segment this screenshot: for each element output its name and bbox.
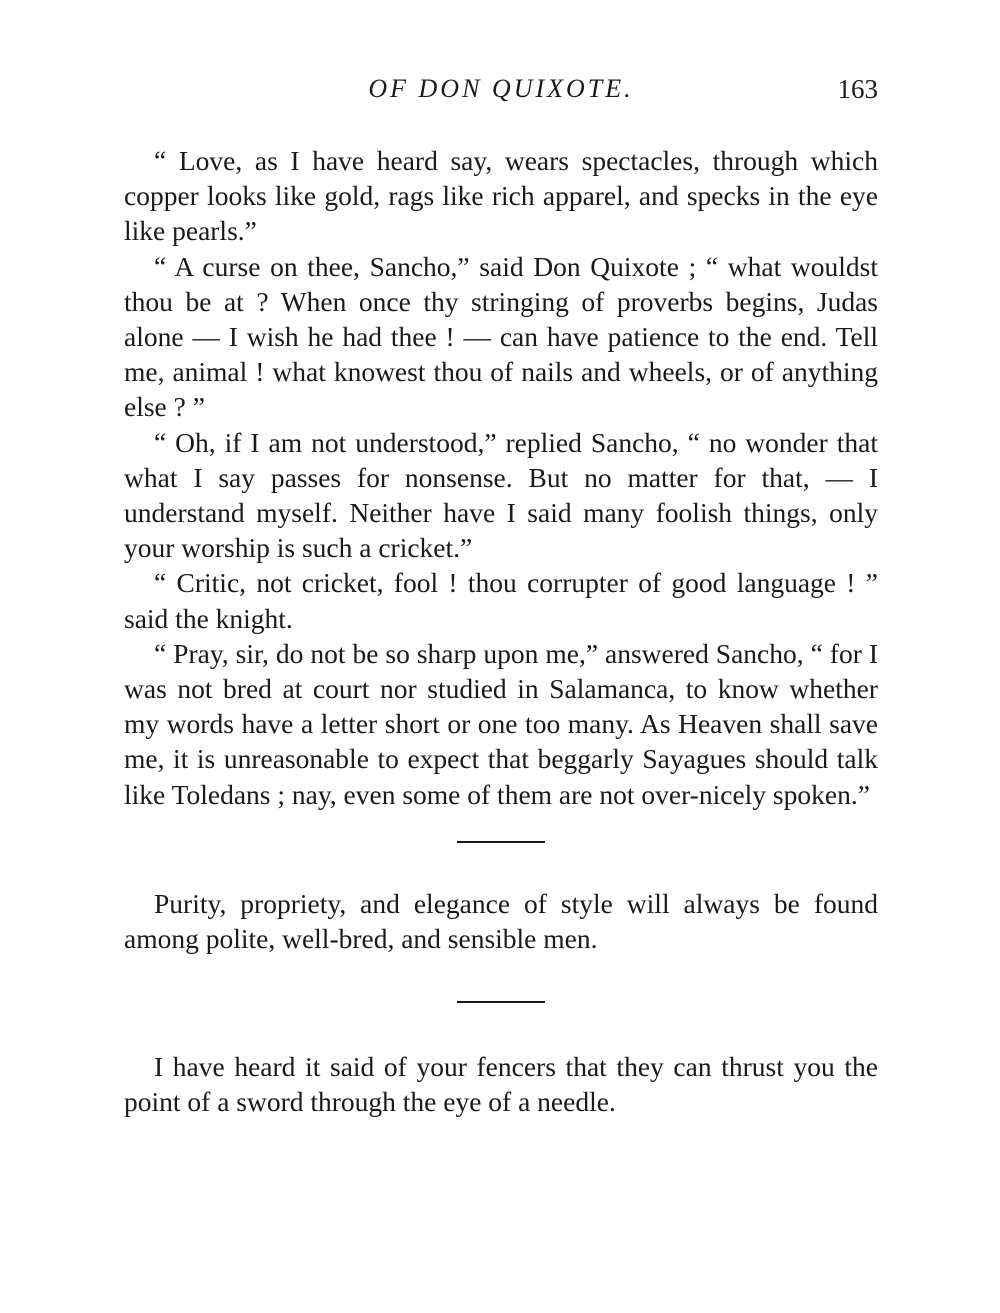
section-divider: [457, 1001, 545, 1003]
paragraph: “ Critic, not cricket, fool ! thou corrupter of good language ! ” said the knight.: [124, 567, 878, 634]
paragraph: I have heard it said of your fencers that they can thrust you the point of a sword through the eye of a needle.: [124, 1051, 878, 1118]
paragraph: “ Love, as I have heard say, wears spectacles, through which copper looks like gold, rags like rich apparel, and specks in the eye like pearls.”: [124, 145, 878, 247]
page-header: [124, 74, 878, 114]
paragraph: “ Pray, sir, do not be so sharp upon me,” answered Sancho, “ for I was not bred at court nor studied in Salamanca, to know whether my words have a letter short or one too many. As Heaven shall save me, it is unreasonable to expect that beggarly Sayagues should talk like Toledans ; nay, even some of them are not over-nicely spoken.”: [124, 637, 878, 810]
running-title: OF DON QUIXOTE.: [368, 74, 634, 103]
body-text: [124, 143, 878, 1120]
paragraph: Purity, propriety, and elegance of style will always be found among polite, well-bred, and sensible men.: [124, 887, 878, 955]
page-number: 163: [837, 74, 878, 104]
section-divider: [457, 841, 545, 843]
paragraph: “ A curse on thee, Sancho,” said Don Quixote ; “ what wouldst thou be at ? When once thy stringing of proverbs begins, Judas alone — I wish he had thee ! — can have patience to the end. Tell me, animal ! what knowest thou of nails and wheels, or of anything else ? ”: [124, 250, 878, 423]
paragraph: “ Oh, if I am not understood,” replied Sancho, “ no wonder that what I say passes for nonsense. But no matter for that, — I understand myself. Neither have I said many foolish things, only your worship is such a cricket.”: [124, 426, 878, 564]
